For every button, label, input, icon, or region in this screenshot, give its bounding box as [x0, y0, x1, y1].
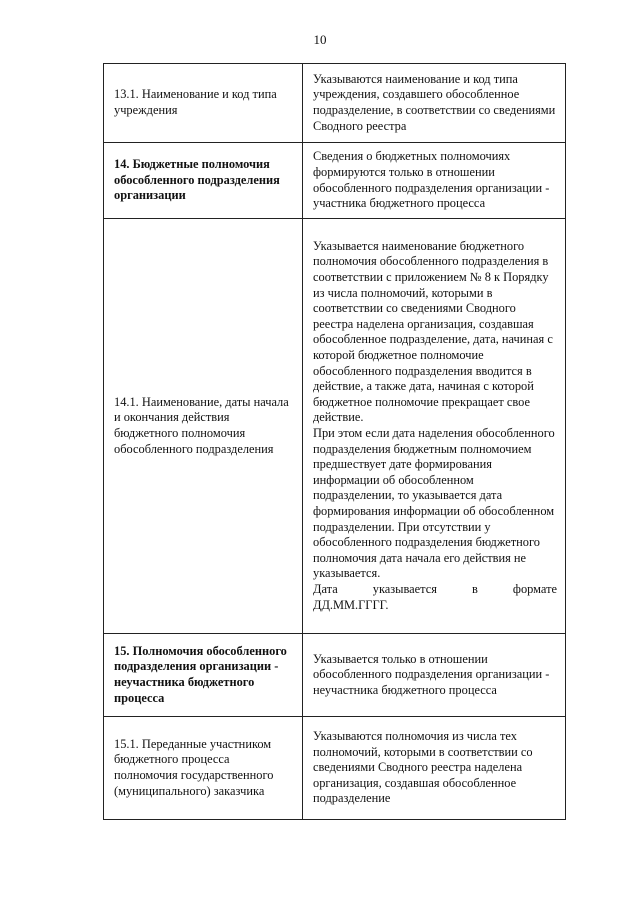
table-row — [104, 64, 566, 143]
field-name-cell: 14.1. Наименование, даты начала и окончания действия бюджетного полномочия обособленного подразделения — [104, 219, 303, 634]
description-paragraph: Указывается наименование бюджетного полномочия обособленного подразделения в соответствии с приложением № 8 к Порядку из числа полномочий, которыми в соответствии со сведениями Сводного реестра наделена организация, создавшая обособленное подразделение, дата, начиная с которой бюджетное полномочие обособленного подразделения вводится в действие, а также дата, начиная с которой бюджетное полномочие прекращает свое действие. — [313, 238, 553, 425]
field-description-cell: Указывается только в отношении обособленного подразделения организации - неучастника бюджетного процесса — [303, 634, 566, 717]
date-format-value: ДД.ММ.ГГГГ. — [313, 597, 389, 612]
requirements-table — [103, 63, 566, 820]
field-description-cell — [303, 219, 566, 634]
field-description-cell: Сведения о бюджетных полномочиях формируются только в отношении обособленного подразделения организации - участника бюджетного процесса — [303, 143, 566, 219]
section-heading-cell: 15. Полномочия обособленного подразделения организации - неучастника бюджетного процесса — [104, 634, 303, 717]
field-description-cell: Указываются полномочия из числа тех полномочий, которыми в соответствии со сведениями Сводного реестра наделена организация, создавшая обособленное подразделение — [303, 717, 566, 820]
page-number: 10 — [313, 32, 327, 47]
field-name-cell: 15.1. Переданные участником бюджетного процесса полномочия государственного (муниципального) заказчика — [104, 717, 303, 820]
field-name-cell: 13.1. Наименование и код типа учреждения — [104, 64, 303, 143]
section-heading-cell: 14. Бюджетные полномочия обособленного подразделения организации — [104, 143, 303, 219]
table-row — [104, 143, 566, 219]
field-description-cell: Указываются наименование и код типа учреждения, создавшего обособленное подразделение, в соответствии со сведениями Сводного реестра — [303, 64, 566, 143]
table-row — [104, 634, 566, 717]
description-paragraph: При этом если дата наделения обособленного подразделения бюджетным полномочием предшествует дате формирования информации об обособленном подразделении, то указывается дата формирования информации об обособленном подразделении. При отсутствии у обособленного подразделения бюджетного полномочия дата начала его действия не указывается. — [313, 426, 555, 581]
table-row — [104, 219, 566, 634]
date-format-line: Дата указывается в формате — [313, 581, 557, 596]
table-row — [104, 717, 566, 820]
